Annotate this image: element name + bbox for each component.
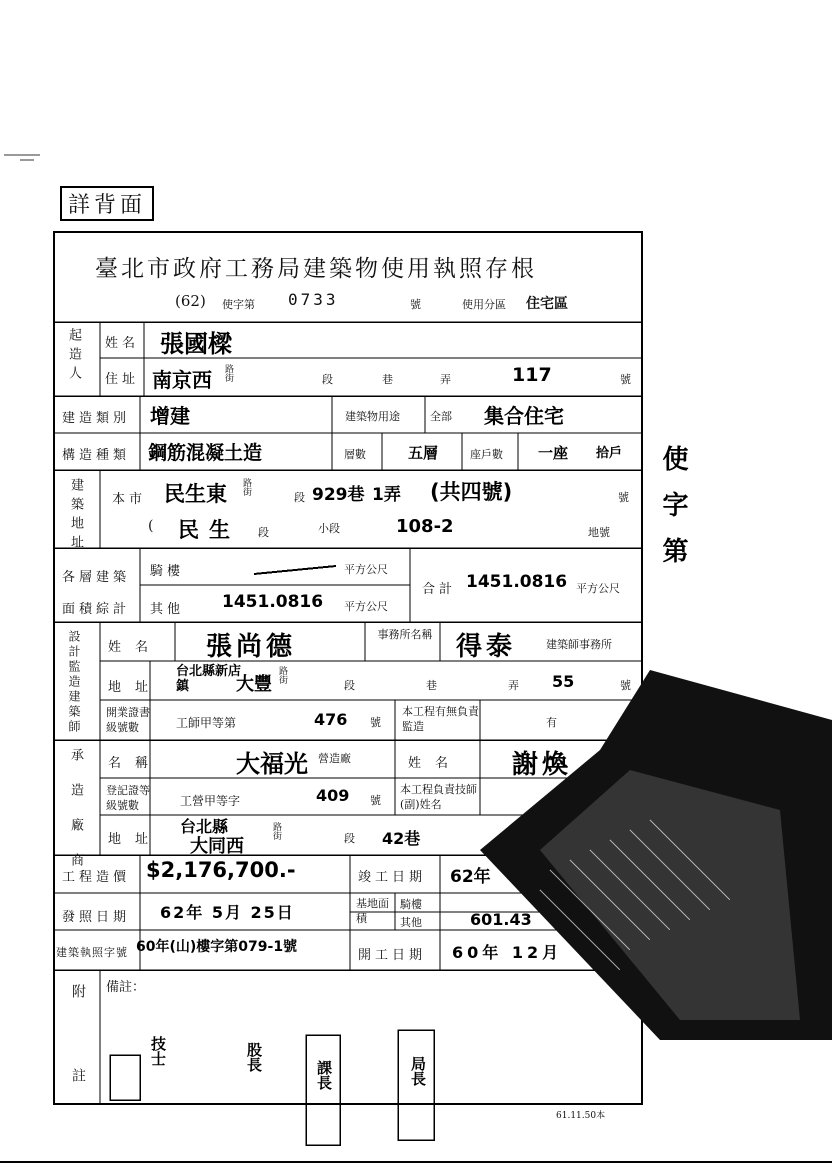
issue-date-label: 發照日期 [62, 910, 131, 925]
contractor-address-label: 地址 [108, 832, 163, 847]
year-mark: (62) [175, 292, 206, 310]
area-other-value: 1451.0816 [222, 592, 324, 612]
designer-address-label: 地址 [108, 680, 163, 695]
site-land-sec: 民生 [178, 518, 240, 542]
stamp-division-chief: 課長 [315, 1060, 333, 1090]
site-area-row1: 騎樓 [400, 898, 422, 911]
stamp-director: 局長 [409, 1056, 427, 1086]
folded-page-overlay [480, 660, 832, 1040]
applicant-address-label: 住址 [105, 372, 140, 387]
area-total-value: 1451.0816 [466, 572, 568, 592]
designer-section-label: 設計監造建築師 [67, 630, 81, 735]
category-label: 建造類別 [62, 411, 131, 426]
structure-label: 構造種類 [62, 448, 131, 463]
applicant-address-road-suffix: 路街 [223, 364, 233, 382]
designer-address-sec: 段 [344, 679, 355, 692]
site-lane: 929巷 [312, 485, 365, 505]
site-area-value: 601.43 [470, 910, 532, 929]
remarks-label: 備註： [106, 980, 146, 995]
contractor-section-label: 承造廠商 [68, 748, 83, 888]
floors-label: 層數 [344, 448, 366, 461]
contractor-address-road: 大同西 [190, 836, 244, 857]
designer-name-label: 姓名 [108, 640, 163, 655]
contractor-address-city: 台北縣 [180, 817, 229, 836]
serial-suffix: 號 [410, 298, 421, 311]
designer-license-no: 476 [314, 710, 348, 729]
use-label: 建築物用途 [345, 410, 400, 423]
area-total-label: 合計 [422, 582, 457, 597]
cost-value: $2,176,700.- [146, 858, 296, 882]
notes-section-label: 附註 [70, 984, 86, 1152]
site-number: 1弄 [372, 485, 401, 505]
contractor-person-value: 謝煥 [512, 750, 573, 780]
site-note: (共四號) [430, 480, 513, 504]
site-area-row2: 其他 [400, 916, 422, 929]
site-land-sec-suffix: 段 [258, 526, 269, 539]
area-other-label: 其他 [150, 602, 185, 617]
site-city: 本市 [112, 492, 147, 507]
area-section-label-2: 面積綜計 [62, 602, 131, 617]
use-value: 集合住宅 [484, 404, 564, 428]
contractor-reg-suffix: 號 [370, 794, 381, 807]
contractor-reg-no: 409 [316, 786, 350, 805]
start-date-value: 60年 12月 [452, 943, 563, 962]
site-area-label: 基地面積 [356, 897, 389, 925]
site-land-suffix: 地號 [588, 526, 610, 539]
designer-license-suffix: 號 [370, 716, 381, 729]
stamp-technician: 技士 [149, 1036, 167, 1066]
footer-code: 61.11.50本 [556, 1111, 606, 1121]
serial-number: 0733 [288, 290, 339, 309]
form-title: 臺北市政府工務局建築物使用執照存根 [95, 256, 537, 282]
serial-label: 使字第 [222, 298, 255, 311]
contractor-tech-label: 本工程負責技師(副)姓名 [400, 783, 477, 811]
finish-date-value: 62年 [450, 867, 491, 887]
applicant-section-label: 起造人 [66, 328, 81, 385]
cost-label: 工程造價 [62, 870, 131, 885]
site-road: 民生東 [164, 482, 227, 506]
designer-supervisor-label: 本工程有無負責監造 [402, 705, 479, 733]
applicant-address-sec: 段 [322, 373, 333, 386]
contractor-address-road-suffix: 路街 [271, 822, 281, 840]
site-sec: 段 [294, 491, 305, 504]
site-no-suffix: 號 [618, 491, 629, 504]
applicant-address-alley: 弄 [440, 373, 451, 386]
permit-number-value: 60年(山)樓字第079-1號 [136, 939, 298, 955]
designer-office-suffix: 建築師事務所 [546, 638, 612, 651]
applicant-address-no: 117 [512, 364, 552, 386]
applicant-name-value: 張國樑 [160, 330, 232, 358]
area-total-unit: 平方公尺 [576, 582, 620, 595]
issue-date-value: 62年 5月 25日 [160, 903, 295, 922]
contractor-name-value: 大福光 [236, 750, 308, 778]
contractor-name-suffix: 營造廠 [318, 752, 351, 765]
designer-license-value: 工師甲等第 [176, 716, 237, 730]
contractor-reg-value: 工營甲等字 [180, 794, 241, 808]
site-section-label: 建築地址 [68, 478, 83, 554]
back-side-tag: 詳背面 [60, 186, 154, 221]
designer-address-road: 大豐 [236, 674, 272, 695]
applicant-address-no-suffix: 號 [620, 373, 631, 386]
contractor-reg-label: 登記證等級號數 [106, 784, 150, 812]
applicant-address-lane: 巷 [382, 373, 393, 386]
designer-address-alley: 弄 [508, 679, 519, 692]
area-other-unit: 平方公尺 [344, 600, 388, 613]
designer-office-value: 得泰 [456, 632, 517, 662]
category-value: 增建 [150, 404, 190, 428]
floors-value: 五層 [408, 444, 439, 462]
stamp-section-chief: 股長 [245, 1042, 263, 1072]
designer-license-label: 開業證書級號數 [106, 706, 150, 734]
designer-address-no: 55 [552, 672, 575, 691]
zone-label: 使用分區 [462, 298, 506, 311]
contractor-person-label: 姓名 [408, 756, 463, 771]
applicant-address-road: 南京西 [152, 368, 212, 392]
designer-supervisor-value: 有 [546, 716, 557, 729]
start-date-label: 開工日期 [358, 948, 427, 963]
area-section-label-1: 各層建築 [62, 570, 131, 585]
units-value: 一座 [538, 444, 569, 462]
structure-value: 鋼筋混凝土造 [148, 442, 263, 464]
area-arcade-dash [250, 560, 340, 580]
contractor-address-sec: 段 [344, 832, 355, 845]
area-arcade-label: 騎樓 [150, 564, 185, 579]
designer-office-label: 事務所名稱 [377, 628, 433, 641]
units-label: 座戶數 [470, 448, 503, 461]
site-road-suffix: 路街 [241, 478, 251, 496]
site-land-no: 108-2 [396, 516, 454, 537]
designer-name-value: 張尚德 [206, 632, 297, 662]
designer-address-city: 台北縣新店鎮 [176, 664, 242, 694]
designer-address-no-suffix: 號 [620, 679, 631, 692]
right-edge-text: 使字第 [658, 445, 688, 583]
finish-date-label: 竣工日期 [358, 870, 427, 885]
units-value2: 拾戶 [596, 446, 623, 461]
site-land-open-paren: ( [148, 518, 154, 534]
zone-value: 住宅區 [526, 296, 568, 312]
use-prefix: 全部 [430, 410, 452, 423]
permit-number-label: 建築執照字號 [56, 946, 128, 959]
designer-address-road-suffix: 路街 [277, 666, 287, 684]
contractor-name-label: 名稱 [108, 756, 163, 771]
designer-address-lane: 巷 [426, 679, 437, 692]
site-land-sub: 小段 [318, 522, 340, 535]
applicant-name-label: 姓名 [105, 336, 140, 351]
area-arcade-unit: 平方公尺 [344, 563, 388, 576]
contractor-address-lane: 42巷 [382, 829, 421, 848]
